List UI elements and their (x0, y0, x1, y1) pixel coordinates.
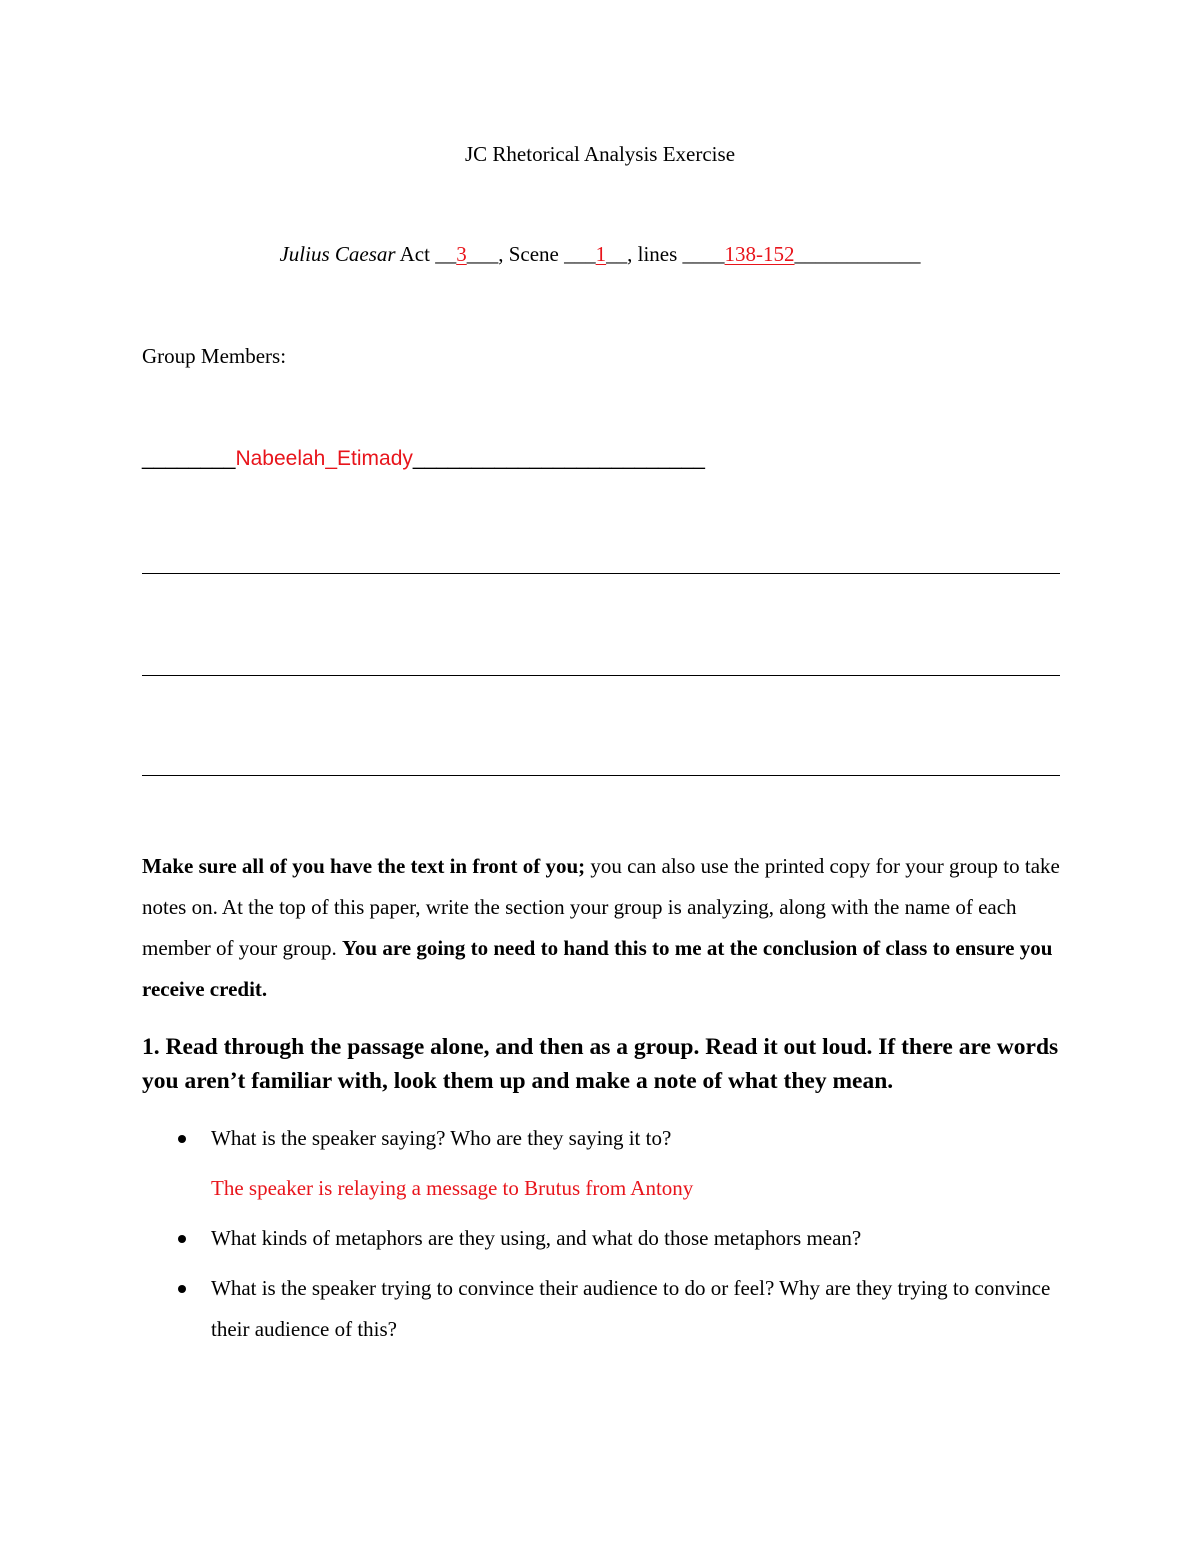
act-value[interactable]: 3 (456, 242, 467, 266)
bullet-text: What kinds of metaphors are they using, and what do those metaphors mean? (211, 1226, 862, 1250)
question-1-heading: Read through the passage alone, and then as a group. (159, 1034, 700, 1060)
question-1-rest: Read it out loud. If there are words you aren’t familiar with, look them up and make a note of what they mean. (142, 1034, 1059, 1094)
instructions-paragraph (142, 846, 1060, 1010)
instructions-bold-2: You are going to need to hand this to me at the conclusion of class to ensure you receive credit. (142, 936, 1053, 1001)
group-member-line-1[interactable] (142, 447, 705, 471)
scene-blank-post: __ (606, 242, 628, 266)
scene-value[interactable]: 1 (595, 242, 607, 266)
question-1-number: 1. (142, 1034, 160, 1060)
member-blank-prefix: ________ (142, 447, 236, 470)
act-blank-pre: __ (435, 242, 457, 266)
answer-bullet-1[interactable]: The speaker is relaying a message to Brutus from Antony (211, 1176, 694, 1200)
member-blank-suffix: _________________________ (412, 447, 705, 470)
group-members-label: Group Members: (142, 344, 287, 368)
act-blank-post: ___ (466, 242, 499, 266)
bullet-text: What is the speaker saying? Who are they saying it to? (211, 1126, 672, 1150)
section-reference-line (0, 242, 1200, 267)
scene-label: , Scene (498, 242, 565, 266)
instructions-bold-1: Make sure all of you have the text in front of you; (142, 854, 586, 878)
bullet-icon (178, 1285, 186, 1293)
instructions-text: you can also use the printed copy for your group to take notes on. At the top of this paper, write the section your group is analyzing, along with the name of each member of your group. (142, 854, 1060, 960)
scene-blank-pre: ___ (564, 242, 596, 266)
member-name[interactable]: Nabeelah_Etimady (235, 447, 413, 470)
document-title: JC Rhetorical Analysis Exercise (464, 142, 736, 166)
bullet-icon (178, 1235, 186, 1243)
lines-blank-post: ____________ (794, 242, 921, 266)
group-member-line-2[interactable] (142, 573, 1060, 574)
question-1 (142, 1030, 1060, 1098)
lines-label: , lines (627, 242, 683, 266)
lines-blank-pre: ____ (682, 242, 725, 266)
bullet-icon (178, 1135, 186, 1143)
work-title: Julius Caesar (279, 242, 396, 266)
act-label: Act (395, 242, 436, 266)
lines-value[interactable]: 138-152 (724, 242, 795, 266)
group-member-line-4[interactable] (142, 775, 1060, 776)
bullet-text: What is the speaker trying to convince their audience to do or feel? Why are they trying to convince their audience of this? (211, 1276, 1051, 1341)
group-member-line-3[interactable] (142, 675, 1060, 676)
